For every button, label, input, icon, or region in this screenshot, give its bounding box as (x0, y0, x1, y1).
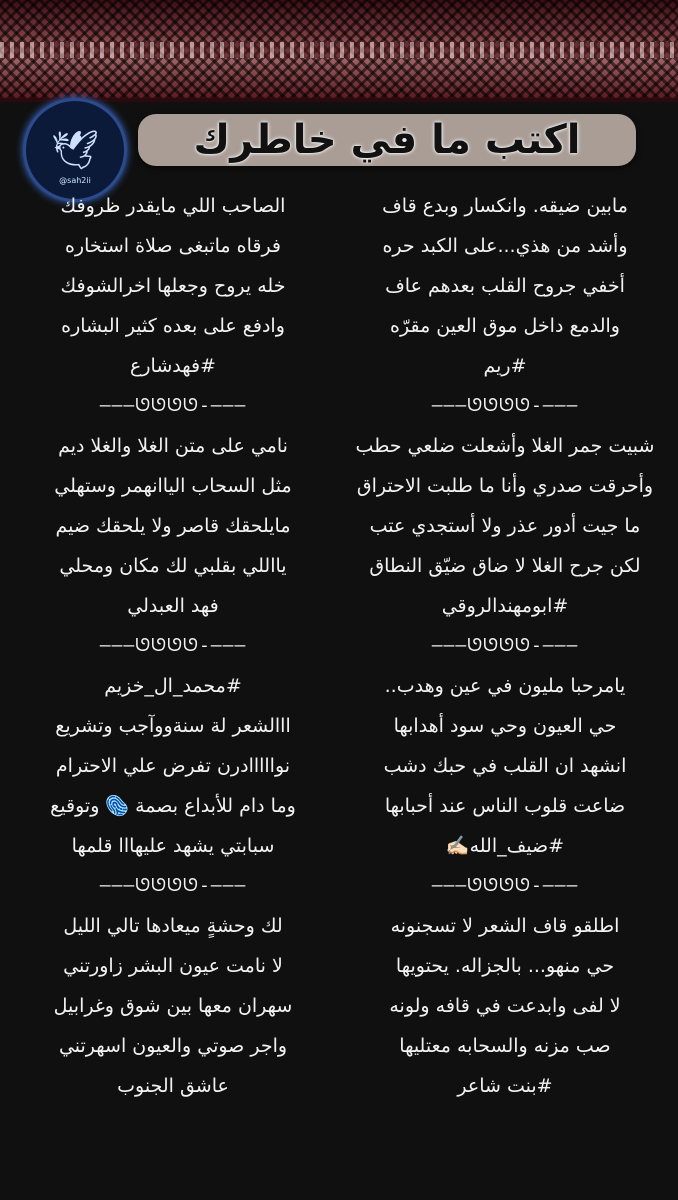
poem-line: #محمد_ال_خزيم (104, 675, 242, 697)
poem-line: نامي على متن الغلا والغلا ديم (58, 435, 288, 457)
poem-line: مثل السحاب الياانهمر وستهلي (54, 475, 292, 497)
poem-line: #ابومهندالروقي (441, 595, 569, 617)
poem-line: لا لفى وابدعت في قافه ولونه (389, 995, 621, 1017)
separator: ———ᘎᘎᘎᘎ-——— (431, 875, 579, 896)
poem-line: حي العيون وحي سود أهدابها (393, 715, 617, 737)
separator: ———ᘎᘎᘎᘎ-——— (99, 875, 247, 896)
separator: ———ᘎᘎᘎᘎ-——— (431, 395, 579, 416)
poem-line: أخفي جروح القلب بعدهم عاف (385, 275, 625, 297)
poem-line: والدمع داخل موق العين مقرّه (390, 315, 620, 337)
poem-line: يامرحبا مليون في عين وهدب.. (384, 675, 626, 697)
left-poem-column (8, 186, 338, 1106)
logo-handle: @sah2ii (59, 176, 91, 185)
poem-line: الصاحب اللي مايقدر ظروفك (60, 195, 286, 217)
eagle-icon: 🕊 (50, 127, 100, 172)
poem-line: ااالشعر لة سنةووآجب وتشريع (55, 715, 291, 737)
poem-line: نوااااادرن تفرض علي الاحترام (55, 755, 291, 777)
poem-line: #ريم (483, 355, 527, 377)
poem-line: وأحرقت صدري وأنا ما طلبت الاحتراق (356, 475, 654, 497)
poem-line: لكن جرح الغلا لا ضاق ضيّق النطاق (369, 555, 641, 577)
poem-line: #بنت شاعر (457, 1075, 553, 1097)
poem-line: مايلحقك قاصر ولا يلحقك ضيم (55, 515, 291, 537)
poem-line: سبابتي يشهد عليهااا قلمها (71, 835, 275, 857)
poem-line: ما جيت أدور عذر ولا أستجدي عتب (369, 515, 641, 537)
poem-line: خله يروح وجعلها اخرالشوفك (60, 275, 286, 297)
poem-line: لك وحشةٍ ميعادها تالي الليل (63, 915, 283, 937)
separator: ———ᘎᘎᘎᘎ-——— (431, 635, 579, 656)
separator: ———ᘎᘎᘎᘎ-——— (99, 395, 247, 416)
right-poem-column (340, 186, 670, 1106)
poem-line: عاشق الجنوب (117, 1075, 229, 1097)
poem-line: وما دام للأبداع بصمة 🫆 وتوقيع (50, 795, 296, 817)
poem-line: واجر صوتي والعيون اسهرتني (58, 1035, 288, 1057)
poem-line: #فهدشارع (130, 355, 216, 377)
poem-line: يااللي بقلبي لك مكان ومحلي (59, 555, 287, 577)
separator: ———ᘎᘎᘎᘎ-——— (99, 635, 247, 656)
poem-line: فرقاه ماتبغى صلاة استخاره (64, 235, 282, 257)
poem-line: شبيت جمر الغلا وأشعلت ضلعي حطب (355, 435, 655, 457)
poem-line: مابين ضيقه. وانكسار وبدع قاف (382, 195, 628, 217)
poem-line: #ضيف_الله✍🏻 (445, 835, 565, 857)
poem-line: حي منهو... بالجزاله. يحتويها (395, 955, 615, 977)
poem-line: انشهد ان القلب في حبك دشب (383, 755, 627, 777)
poem-line: لا نامت عيون البشر زاورتني (63, 955, 283, 977)
poem-line: صب مزنه والسحابه معتليها (399, 1035, 611, 1057)
poem-line: وادفع على بعده كثير البشاره (61, 315, 285, 337)
page-title: اكتب ما في خاطرك (193, 117, 581, 163)
decorative-banner (0, 0, 678, 102)
poem-line: وأشد من هذي...على الكبد حره (382, 235, 628, 257)
poem-line: ضاعت قلوب الناس عند أحبابها (384, 795, 626, 817)
title-banner (138, 114, 636, 166)
poem-line: اطلقو قاف الشعر لا تسجنونه (390, 915, 620, 937)
poem-line: سهران معها بين شوق وغرابيل (53, 995, 293, 1017)
poem-line: فهد العبدلي (127, 595, 219, 617)
